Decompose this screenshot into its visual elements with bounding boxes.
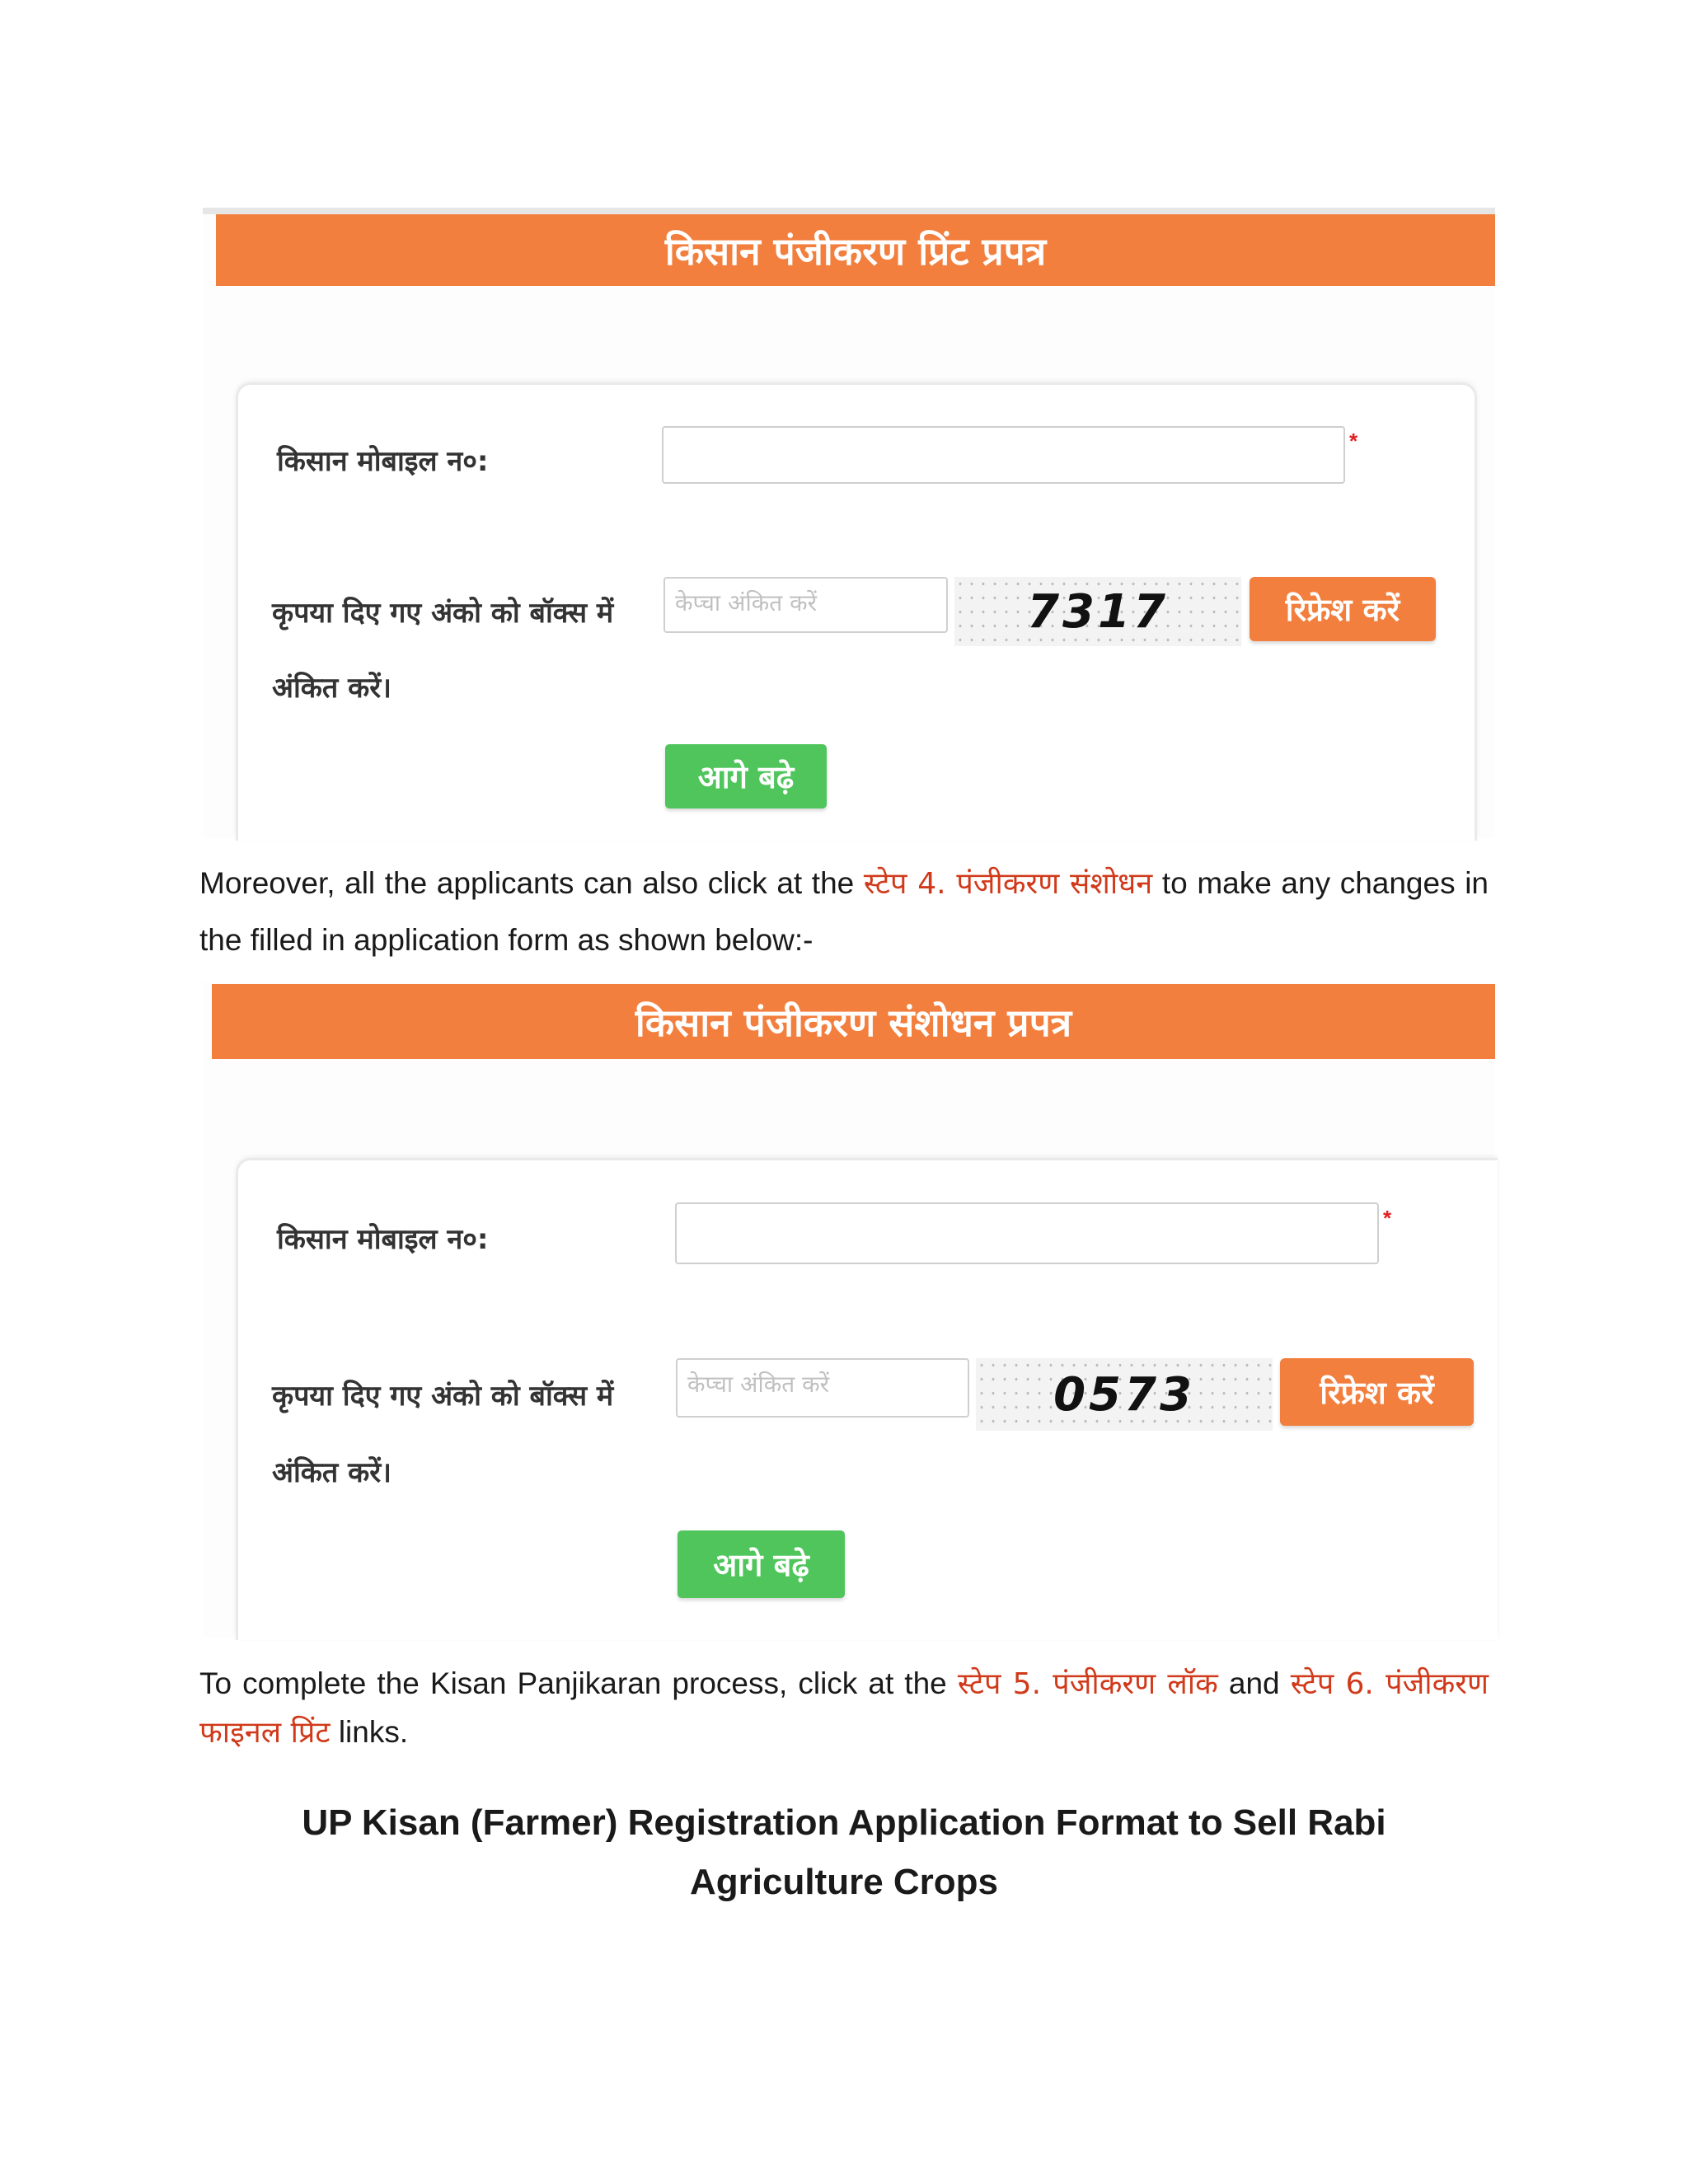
top-border-line (203, 208, 1495, 214)
next-button[interactable]: आगे बढ़े (678, 1530, 845, 1598)
section-heading (199, 1793, 1489, 1912)
section-heading-line1: UP Kisan (Farmer) Registration Application Format to Sell Rabi (302, 1802, 1386, 1843)
mobile-number-label: किसान मोबाइल न०: (277, 1223, 489, 1256)
mobile-number-label: किसान मोबाइल न०: (277, 445, 489, 478)
captcha-image (954, 577, 1241, 646)
captcha-label-line1: कृपया दिए गए अंको को बॉक्स में (272, 1380, 614, 1413)
instruction-paragraph-1 (199, 855, 1489, 968)
captcha-label-line1: कृपया दिए गए अंको को बॉक्स में (272, 597, 614, 630)
correction-form-banner: किसान पंजीकरण संशोधन प्रपत्र (212, 984, 1495, 1059)
captcha-label-line2: अंकित करें। (272, 1456, 392, 1489)
step6-final-print-link[interactable]: स्टेप 6. पंजीकरण फाइनल प्रिंट (199, 1667, 1489, 1750)
mobile-number-input[interactable] (662, 426, 1345, 484)
refresh-button[interactable]: रिफ्रेश करें (1250, 577, 1436, 641)
instruction-paragraph-2 (199, 1660, 1489, 1757)
mobile-number-input[interactable] (675, 1202, 1379, 1264)
para2-text-after: links. (330, 1715, 409, 1749)
para2-text-before: To complete the Kisan Panjikaran process, click at the (199, 1666, 958, 1700)
para1-text-after: to make any changes in the filled in application form as shown below:- (199, 866, 1489, 957)
required-mark: * (1349, 429, 1358, 453)
required-mark: * (1383, 1206, 1392, 1230)
print-form-banner: किसान पंजीकरण प्रिंट प्रपत्र (216, 214, 1495, 286)
step5-lock-link[interactable]: स्टेप 5. पंजीकरण लॉक (957, 1667, 1218, 1701)
para1-text-before: Moreover, all the applicants can also click at the (199, 866, 864, 900)
captcha-code: 0573 (1053, 1367, 1195, 1422)
captcha-code: 7317 (1027, 584, 1169, 639)
refresh-button[interactable]: रिफ्रेश करें (1280, 1358, 1474, 1426)
para2-text-middle: and (1217, 1666, 1291, 1700)
captcha-label-line2: अंकित करें। (272, 672, 392, 705)
captcha-input[interactable]: केप्चा अंकित करें (676, 1358, 969, 1418)
captcha-input[interactable]: केप्चा अंकित करें (663, 577, 948, 633)
next-button[interactable]: आगे बढ़े (665, 744, 827, 808)
section-heading-line2: Agriculture Crops (689, 1862, 999, 1902)
step4-correction-link[interactable]: स्टेप 4. पंजीकरण संशोधन (863, 867, 1153, 901)
captcha-image (976, 1358, 1273, 1431)
